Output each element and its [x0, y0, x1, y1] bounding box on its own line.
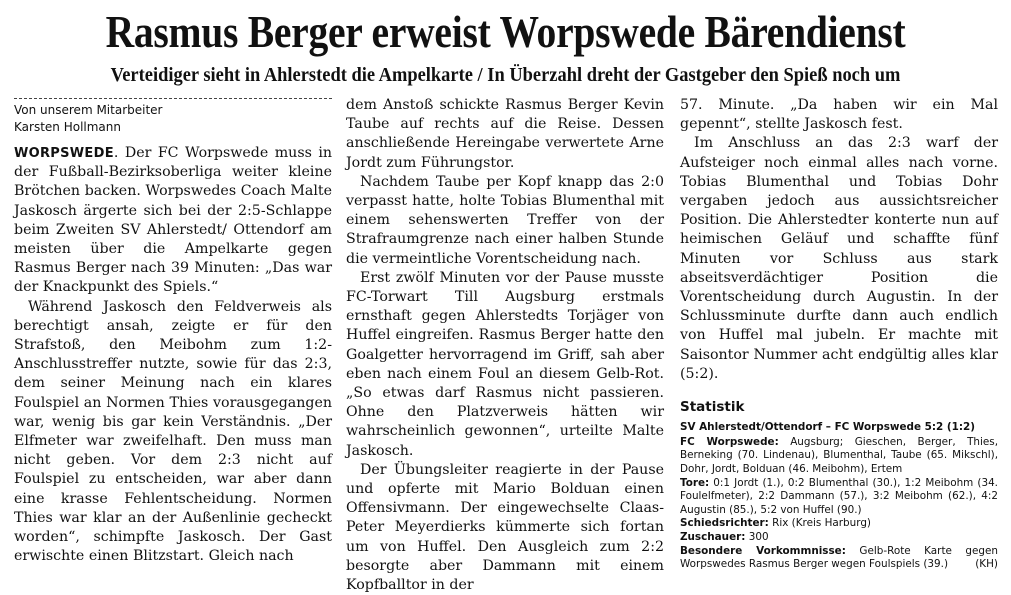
column-1 — [14, 96, 332, 566]
special-events-label: Besondere Vorkommnisse: — [680, 544, 846, 557]
statistics-box — [680, 421, 998, 572]
byline — [14, 102, 332, 136]
paragraph — [14, 144, 332, 298]
goals-text: 0:1 Jordt (1.), 0:2 Blumenthal (30.), 1:2 Meibohm (34. Foulelfmeter), 2:2 Dammann (57.), 3:2 Meibohm (62.), 4:2 Augustin (85.), 5:2 von Huffel (90.) — [680, 476, 998, 516]
column-3 — [680, 96, 998, 572]
paragraph: Nachdem Taube per Kopf knapp das 2:0 verpasst hatte, holte Tobias Blumenthal mit einem sehenswerten Treffer von der Strafraumgrenze nach einer halben Stunde die vermeintliche Vorentscheidung nach. — [346, 173, 664, 267]
spectators-text: 300 — [748, 531, 769, 543]
referee-label: Schiedsrichter: — [680, 517, 769, 530]
statistics-heading: Statistik — [680, 399, 745, 416]
paragraph: Der Übungsleiter reagierte in der Pause und opferte mit Mario Bolduan einen Offensivmann. Der eingewechselte Claas-Peter Meyerdierks kümmerte sich fortan um von Huffel. Den Ausgleich zum 2:2 besorgte aber Dammann mit einem Kopfballtor in der — [346, 461, 664, 594]
special-events-line — [680, 545, 998, 572]
dateline: WORPSWEDE — [14, 146, 114, 161]
byline-divider — [14, 98, 332, 99]
paragraph: dem Anstoß schickte Rasmus Berger Kevin Taube auf rechts auf die Reise. Dessen anschließende Hereingabe verwertete Arne Jordt zum Führungstor. — [346, 97, 664, 171]
special-events-text: Gelb-Rote Karte gegen Worpswedes Rasmus Berger wegen Foulspiels (39.) — [680, 544, 998, 571]
subtitle: Verteidiger sieht in Ahlerstedt die Ampelkarte / In Überzahl dreht der Gastgeber den Spieß noch um — [110, 64, 901, 86]
goals-label: Tore: — [680, 476, 710, 489]
byline-author: Karsten Hollmann — [14, 120, 121, 134]
match-result: SV Ahlerstedt/Ottendorf – FC Worpswede 5:2 (1:2) — [680, 421, 975, 434]
paragraph: Erst zwölf Minuten vor der Pause musste FC-Torwart Till Augsburg erstmals ernsthaft gegen Ahlerstedts Torjäger von Huffel eingreifen. Rasmus Berger hatte den Goalgetter hervorragend im Griff, sah aber eben nach einem Foul an diesem Gelb-Rot. „So etwas darf Rasmus nicht passieren. Ohne den Platzverweis hätten wir wahrscheinlich gewonnen“, urteilte Malte Jaskosch. — [346, 269, 664, 459]
paragraph: Während Jaskosch den Feldverweis als berechtigt ansah, zeigte er für den Strafstoß, den Meibohm zum 1:2-Anschlusstreffer nutzte, sowie für das 2:3, dem seiner Meinung nach ein klares Foulspiel an Normen Thies vorausgegangen war, wenig bis gar kein Verständnis. „Der Elfmeter war zweifelhaft. Den muss man nicht geben. Vor dem 2:3 nicht auf Foulspiel zu entscheiden, war aber dann eine krasse Fehlentscheidung. Normen Thies war klar an der Außenlinie gecheckt worden“, schimpfte Jaskosch. Der Gast erwischte einen Blitzstart. Gleich nach — [14, 298, 332, 565]
headline: Rasmus Berger erweist Worpswede Bärendienst — [105, 6, 906, 57]
referee-text: Rix (Kreis Harburg) — [772, 517, 871, 530]
paragraph-text: . Der FC Worpswede muss in der Fußball-Bezirksoberliga weiter kleine Brötchen backen. Worpswedes Coach Malte Jaskosch ärgerte sich bei der 2:5-Schlappe beim Zweiten SV Ahlerstedt/ Ottendorf am meisten über die Ampelkarte gegen Rasmus Berger nach 39 Minuten: „Das war der Knackpunkt des Spiels.“ — [14, 145, 332, 296]
paragraph: 57. Minute. „Da haben wir ein Mal gepennt“, stellte Jaskosch fest. — [680, 97, 998, 133]
spectators-label: Zuschauer: — [680, 531, 746, 543]
lineup-label: FC Worpswede: — [680, 435, 779, 448]
column-2 — [346, 96, 664, 595]
lineup-text: Augsburg; Gieschen, Berger, Thies, Berneking (70. Lindenau), Blumenthal, Taube (65. Mikschl), Dohr, Jordt, Bolduan (46. Meibohm), Ertem — [680, 435, 998, 476]
lineup-line — [680, 436, 998, 477]
goals-line — [680, 477, 998, 518]
referee-line — [680, 517, 998, 531]
byline-line-1: Von unserem Mitarbeiter — [14, 103, 163, 117]
author-initials: (KH) — [975, 558, 998, 571]
paragraph: Im Anschluss an das 2:3 warf der Aufsteiger noch einmal alles nach vorne. Tobias Blumenthal und Tobias Dohr vergaben jedoch aus aussichtsreicher Position. Die Ahlerstedter konterte nun auf heimischen Geläuf und schaffte fünf Minuten vor Schluss aus stark abseitsverdächtiger Position die Vorentscheidung durch Augustin. In der Schlussminute durfte dann auch endlich von Huffel mal jubeln. Er machte mit Saisontor Nummer acht endgültig alles klar (5:2). — [680, 135, 998, 382]
spectators-line — [680, 531, 998, 545]
